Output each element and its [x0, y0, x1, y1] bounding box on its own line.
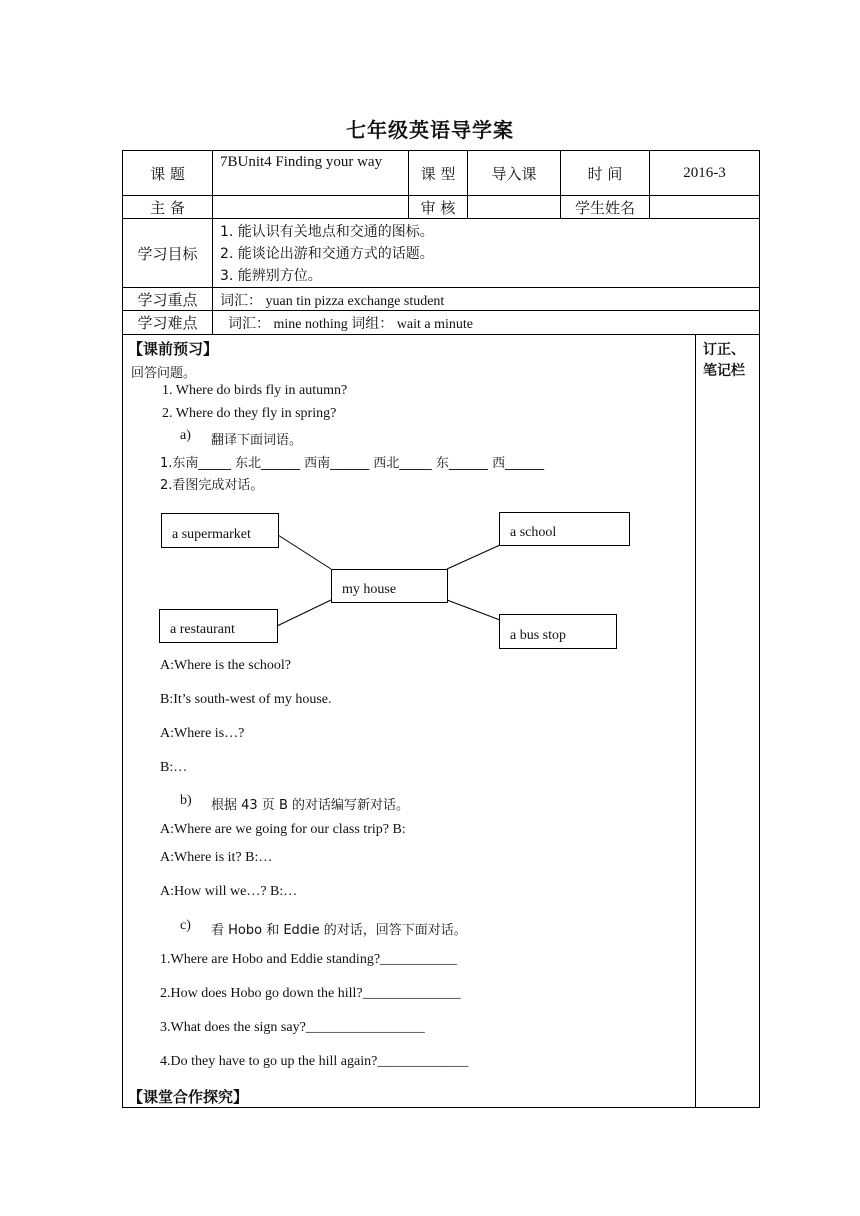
comprehension-question: 1.Where are Hobo and Eddie standing?___________ [160, 952, 458, 967]
time-label: 时 间 [587, 164, 623, 183]
item-instruction: 看 Hobo 和 Eddie 的对话，回答下面对话。 [211, 923, 467, 938]
question: 1. Where do birds fly in autumn? [162, 383, 348, 398]
dialog-line: B:It’s south-west of my house. [160, 692, 332, 707]
notes-column-label: 笔记栏 [703, 363, 745, 379]
item-instruction: 翻译下面词语。 [211, 433, 303, 448]
item-marker: b) [180, 793, 192, 808]
dialog-line: A:Where is the school? [160, 658, 292, 673]
goals-label: 学习目标 [137, 244, 198, 263]
comprehension-question: 4.Do they have to go up the hill again?_____________ [160, 1054, 469, 1069]
difficulties-label: 学习难点 [137, 314, 198, 332]
item-marker: c) [180, 918, 191, 933]
preview-heading: 【课前预习】 [128, 340, 219, 358]
comprehension-question: 2.How does Hobo go down the hill?______________ [160, 986, 461, 1001]
dialog-line: A:Where is…? [160, 726, 245, 741]
place-box-house: my house [331, 569, 448, 603]
key-points-label: 学习重点 [137, 290, 198, 309]
topic-value: 7BUnit4 Finding your way [220, 154, 383, 170]
dialog-line: B:… [160, 760, 188, 775]
dialog-instruction: 2.看图完成对话。 [160, 478, 264, 493]
goal-item: 2. 能谈论出游和交通方式的话题。 [220, 246, 434, 262]
student-name-label: 学生姓名 [574, 198, 635, 217]
topic-label: 课 题 [150, 164, 185, 183]
key-points-value: 词汇： yuan tin pizza exchange student [220, 294, 445, 309]
goal-item: 1. 能认识有关地点和交通的图标。 [220, 224, 434, 240]
goal-item: 3. 能辨别方位。 [220, 268, 322, 284]
classwork-heading: 【课堂合作探究】 [128, 1088, 249, 1106]
question: 2. Where do they fly in spring? [162, 406, 337, 421]
place-box-bus-stop: a bus stop [499, 614, 617, 649]
place-box-supermarket: a supermarket [161, 513, 279, 548]
place-box-school: a school [499, 512, 630, 546]
comprehension-question: 3.What does the sign say?_________________ [160, 1020, 425, 1035]
item-marker: a) [180, 428, 191, 443]
preview-intro: 回答问题。 [131, 366, 197, 381]
leader-label: 主 备 [150, 198, 185, 217]
page-title: 七年级英语导学案 [346, 118, 514, 142]
dialog-line: A:How will we…? B:… [160, 884, 298, 899]
dialog-line: A:Where are we going for our class trip? B: [160, 822, 406, 837]
type-label: 课 型 [420, 164, 456, 183]
difficulties-value: 词汇： mine nothing 词组： wait a minute [228, 317, 473, 332]
dialog-line: A:Where is it? B:… [160, 850, 273, 865]
directions-exercise: 1.东南_____ 东北______ 西南______ 西北_____ 东______ 西______ [160, 456, 545, 471]
item-instruction: 根据 43 页 B 的对话编写新对话。 [211, 798, 409, 813]
time-value: 2016-3 [683, 164, 726, 181]
place-box-restaurant: a restaurant [159, 609, 278, 643]
type-value: 导入课 [491, 164, 537, 183]
notes-column-label: 订正、 [703, 342, 745, 358]
review-label: 审 核 [420, 198, 456, 217]
